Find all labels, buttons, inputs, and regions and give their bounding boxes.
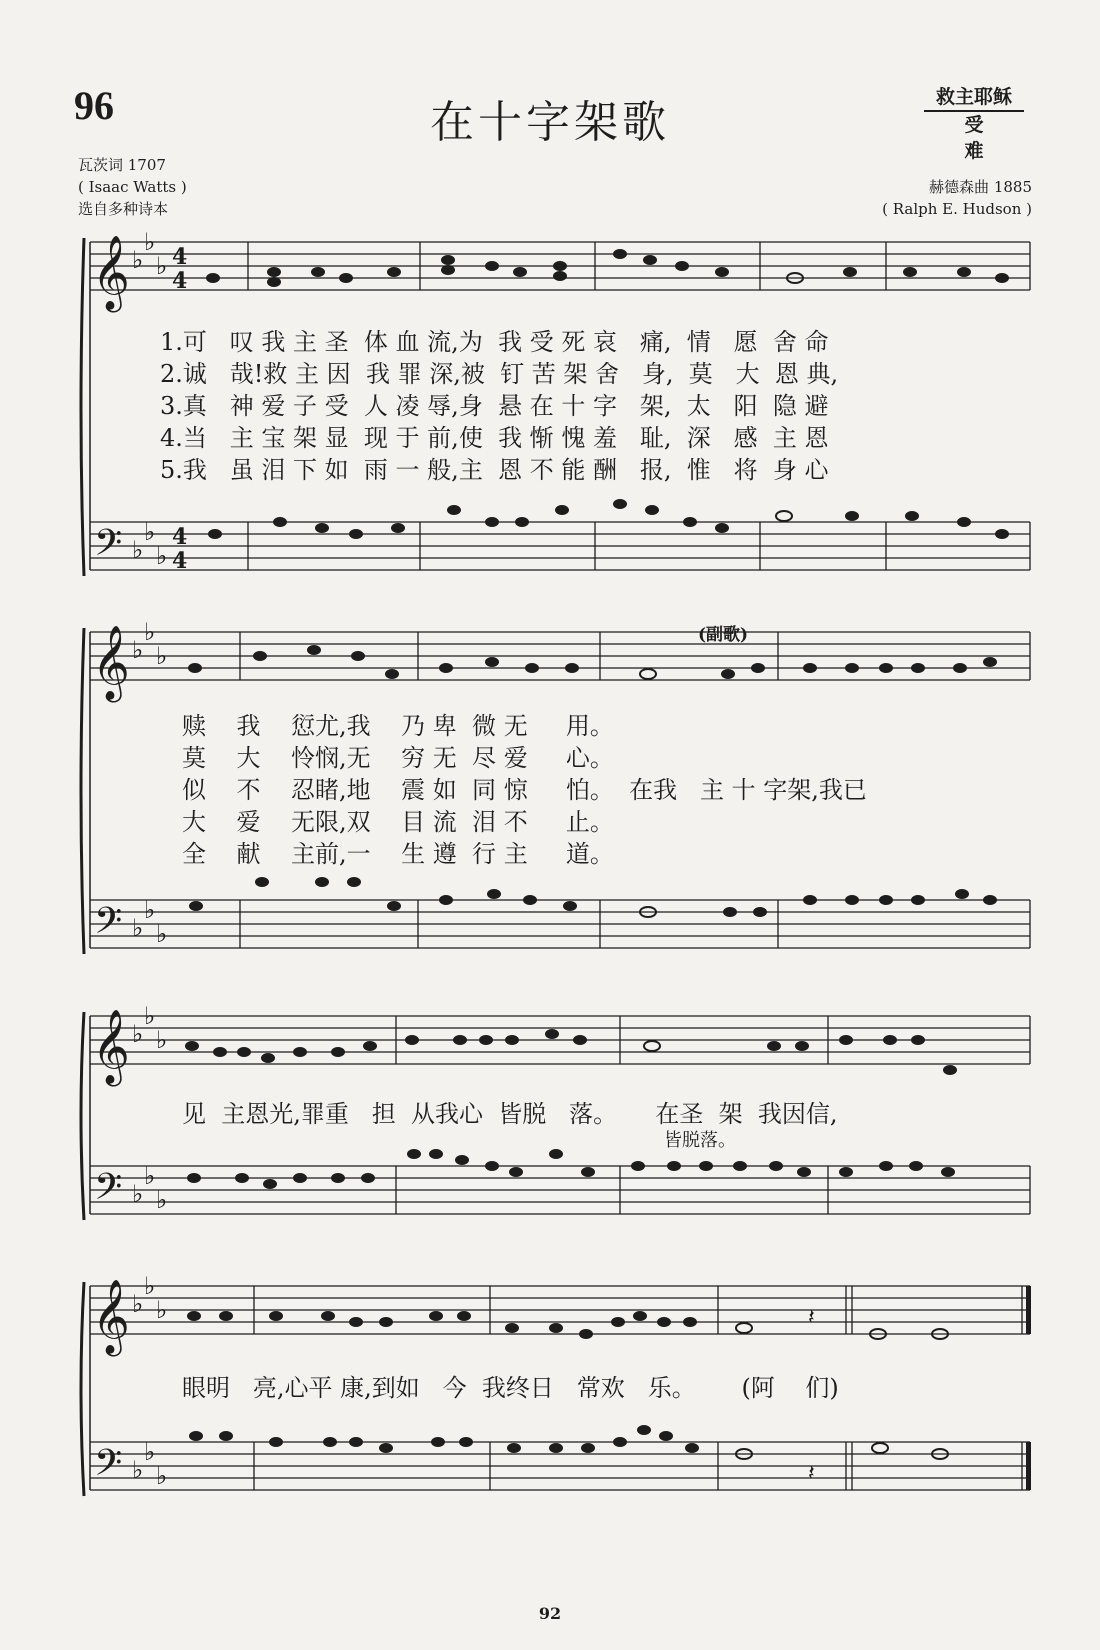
bass-staff	[90, 522, 1030, 570]
svg-text:♭: ♭	[132, 1290, 144, 1318]
svg-text:♭: ♭	[132, 1456, 144, 1484]
svg-text:4: 4	[172, 244, 188, 270]
system-brace	[81, 238, 84, 576]
svg-text:♭: ♭	[144, 228, 156, 256]
music-credit: 赫德森曲 1885	[929, 178, 1032, 196]
svg-text:♭: ♭	[144, 518, 156, 546]
lyric-line-verse-1: 1.可 叹 我 主 圣 体 血 流,为 我 受 死 哀 痛, 情 愿 舍 命	[160, 328, 829, 356]
svg-text:♭: ♭	[144, 618, 156, 646]
text-source: 选自多种诗本	[78, 200, 169, 218]
quarter-rest-icon: 𝄽	[808, 1461, 815, 1486]
svg-text:♭: ♭	[132, 914, 144, 942]
svg-text:♭: ♭	[132, 1020, 144, 1048]
svg-text:♭: ♭	[156, 252, 168, 280]
svg-text:♭: ♭	[156, 642, 168, 670]
svg-text:♭: ♭	[144, 1438, 156, 1466]
lyric-line-refrain: 似 不 忍睹,地 震 如 同 惊 怕。 在我 主 十 字架,我已	[182, 776, 867, 804]
lyric-line-verse-5: 5.我 虽 泪 下 如 雨 一 般,主 恩 不 能 酬 报, 惟 将 身 心	[160, 456, 829, 484]
bass-notes	[208, 499, 1009, 539]
svg-text:♭: ♭	[156, 1296, 168, 1324]
svg-text:♭: ♭	[144, 1272, 156, 1300]
svg-text:4: 4	[172, 548, 188, 574]
treble-notes	[188, 645, 997, 679]
lyric-line-refrain-end: 眼明 亮,心平 康,到如 今 我终日 常欢 乐。 (阿 们)	[182, 1374, 839, 1402]
svg-text:♭: ♭	[144, 1162, 156, 1190]
svg-text:4: 4	[172, 268, 188, 294]
svg-text:♭: ♭	[156, 1026, 168, 1054]
bass-clef-icon: 𝄢	[94, 1442, 123, 1493]
treble-clef-icon: 𝄞	[92, 1280, 130, 1354]
key-signature-icon	[132, 1272, 167, 1490]
treble-notes	[206, 249, 1009, 287]
category-label	[924, 84, 1024, 164]
composer-credit	[882, 176, 1032, 220]
lyric-line-verse-2: 莫 大 怜悯,无 穷 无 尽 爱 心。	[182, 744, 614, 772]
bass-clef-icon: 𝄢	[94, 522, 123, 573]
lyric-line-verse-3: 3.真 神 爱 子 受 人 凌 辱,身 悬 在 十 字 架, 太 阳 隐 避	[160, 392, 829, 420]
treble-clef-icon: 𝄞	[92, 1010, 130, 1084]
refrain-label: (副歌)	[698, 625, 749, 645]
svg-text:♭: ♭	[156, 920, 168, 948]
treble-notes	[187, 1311, 948, 1339]
svg-text:4: 4	[172, 524, 188, 550]
lyric-line-verse-4: 4.当 主 宝 架 显 现 于 前,使 我 惭 愧 羞 耻, 深 感 主 恩	[160, 424, 829, 452]
bass-clef-icon: 𝄢	[94, 1166, 123, 1217]
treble-staff	[90, 632, 1030, 680]
lyric-line-verse-1: 赎 我 愆尤,我 乃 卑 微 无 用。	[182, 712, 614, 740]
key-signature-icon	[132, 1002, 167, 1214]
music-author: ( Ralph E. Hudson )	[882, 200, 1032, 218]
bass-staff	[90, 900, 1030, 948]
lyric-line-verse-2: 2.诚 哉!救 主 因 我 罪 深,被 钉 苦 架 舍 身, 莫 大 恩 典,	[160, 360, 839, 388]
bass-notes	[189, 877, 997, 917]
svg-text:♭: ♭	[144, 896, 156, 924]
words-credit: 瓦茨词 1707	[78, 156, 166, 174]
category-bottom: 受难	[964, 114, 1010, 162]
words-author: ( Isaac Watts )	[78, 178, 187, 196]
svg-text:♭: ♭	[132, 1180, 144, 1208]
music-system-4	[0, 1264, 1100, 1554]
quarter-rest-icon: 𝄽	[808, 1305, 815, 1330]
bass-clef-icon: 𝄢	[94, 900, 123, 951]
lyric-line-alto: 皆脱落。	[664, 1130, 736, 1151]
svg-text:♭: ♭	[132, 636, 144, 664]
page-number: 92	[538, 1604, 562, 1623]
svg-text:♭: ♭	[144, 1002, 156, 1030]
category-top: 救主耶稣	[924, 84, 1024, 112]
svg-text:♭: ♭	[132, 536, 144, 564]
bass-staff	[90, 1166, 1030, 1214]
svg-text:♭: ♭	[156, 1186, 168, 1214]
lyric-line-verse-4: 大 爱 无限,双 目 流 泪 不 止。	[182, 808, 614, 836]
hymn-title: 在十字架歌	[430, 97, 670, 148]
svg-text:♭: ♭	[156, 1462, 168, 1490]
lyric-line-verse-5: 全 献 主前,一 生 遵 行 主 道。	[182, 840, 614, 868]
lyricist-credit	[78, 154, 187, 220]
svg-text:♭: ♭	[156, 542, 168, 570]
final-barline	[1026, 1286, 1031, 1334]
lyric-line-refrain: 见 主恩光,罪重 担 从我心 皆脱 落。 在圣 架 我因信,	[182, 1100, 838, 1128]
svg-text:♭: ♭	[132, 246, 144, 274]
bass-notes	[187, 1149, 955, 1189]
treble-clef-icon: 𝄞	[92, 626, 130, 700]
hymn-number: 96	[74, 83, 114, 128]
treble-clef-icon: 𝄞	[92, 236, 130, 310]
